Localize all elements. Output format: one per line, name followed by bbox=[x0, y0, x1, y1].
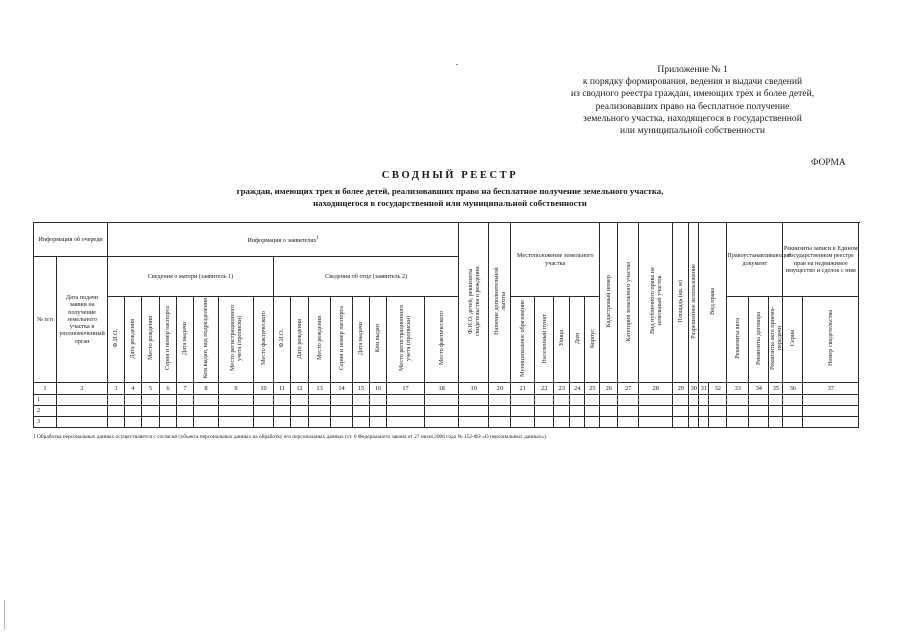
table-cell bbox=[219, 406, 254, 417]
column-number-cell: 5 bbox=[142, 383, 160, 395]
title-doc-group-header: Правоустанавливающий документ bbox=[727, 223, 783, 297]
table-cell bbox=[459, 417, 489, 428]
table-cell bbox=[535, 406, 554, 417]
column-number-cell: 33 bbox=[727, 383, 749, 395]
table-cell bbox=[489, 417, 511, 428]
location-col-label: Дом bbox=[573, 332, 581, 344]
location-col-label: Улица bbox=[558, 330, 566, 347]
column-number-cell: 20 bbox=[489, 383, 511, 395]
appendix-line: земельного участка, находящегося в государственной bbox=[583, 112, 802, 124]
table-cell bbox=[274, 395, 291, 406]
location-group-header: Местоположение земельного участка bbox=[511, 223, 600, 297]
appendix-line: к порядку формирования, ведения и выдачи сведений bbox=[582, 76, 803, 88]
table-cell bbox=[803, 417, 859, 428]
column-number-cell: 16 bbox=[370, 383, 387, 395]
table-cell bbox=[727, 406, 749, 417]
table-cell bbox=[291, 406, 309, 417]
table-cell bbox=[425, 406, 459, 417]
app-date-header: Дата подачи заявки на получение земельного участка в уполномоченный орган bbox=[57, 257, 108, 383]
table-cell bbox=[387, 417, 425, 428]
document-title: СВОДНЫЙ РЕЕСТР bbox=[381, 170, 519, 181]
table-cell bbox=[194, 417, 219, 428]
mother-col-label: Место фактического bbox=[259, 311, 267, 366]
table-cell bbox=[309, 395, 331, 406]
table-cell bbox=[177, 395, 194, 406]
appendix-block bbox=[520, 64, 865, 137]
right-type-header bbox=[639, 223, 673, 383]
table-cell bbox=[535, 395, 554, 406]
table-cell bbox=[803, 406, 859, 417]
applicants-info-label: Информация о заявителях bbox=[247, 236, 317, 244]
table-row bbox=[34, 395, 859, 406]
mother-col-header bbox=[219, 297, 254, 383]
appendix-line: реализовавших право на бесплатное получение bbox=[595, 100, 790, 112]
table-cell bbox=[177, 406, 194, 417]
table-cell bbox=[489, 406, 511, 417]
table-cell bbox=[142, 417, 160, 428]
table-cell bbox=[309, 406, 331, 417]
table-cell bbox=[783, 406, 803, 417]
table-cell bbox=[194, 395, 219, 406]
table-cell bbox=[353, 395, 370, 406]
footnote-mark: 1 bbox=[316, 234, 319, 241]
register-table bbox=[33, 222, 859, 428]
table-cell bbox=[600, 406, 618, 417]
column-number-cell: 36 bbox=[783, 383, 803, 395]
table-cell bbox=[749, 406, 769, 417]
table-cell bbox=[353, 406, 370, 417]
egrp-col-label: Серия bbox=[789, 330, 797, 347]
column-number-cell: 29 bbox=[673, 383, 689, 395]
table-cell bbox=[554, 417, 570, 428]
father-col-label: Место рождения bbox=[315, 316, 323, 361]
column-number-cell: 25 bbox=[585, 383, 600, 395]
land-category-label: Категория земельного участка bbox=[624, 261, 632, 342]
table-cell bbox=[727, 417, 749, 428]
location-col-header bbox=[570, 297, 585, 383]
table-cell bbox=[727, 395, 749, 406]
table-cell bbox=[639, 406, 673, 417]
table-cell bbox=[673, 406, 689, 417]
table-cell bbox=[689, 395, 699, 406]
table-cell bbox=[291, 417, 309, 428]
table-cell bbox=[769, 417, 783, 428]
table-cell bbox=[57, 417, 108, 428]
appendix-line: из сводного реестра граждан, имеющих трех и более детей, bbox=[570, 88, 815, 100]
location-col-header bbox=[535, 297, 554, 383]
location-col-header bbox=[511, 297, 535, 383]
table-cell bbox=[554, 406, 570, 417]
table-cell bbox=[570, 406, 585, 417]
mother-col-label: Дата выдачи bbox=[181, 321, 189, 355]
table-cell bbox=[219, 417, 254, 428]
table-cell bbox=[554, 395, 570, 406]
father-col-label: Ф.И.О. bbox=[278, 329, 286, 348]
table-cell bbox=[699, 406, 709, 417]
column-number-cell: 14 bbox=[331, 383, 353, 395]
permitted-use-header bbox=[689, 223, 699, 383]
column-number-cell: 15 bbox=[353, 383, 370, 395]
father-col-header bbox=[291, 297, 309, 383]
appendix-line: Приложение № 1 bbox=[657, 64, 728, 75]
column-number-cell: 26 bbox=[600, 383, 618, 395]
father-group-header: Сведения об отце (заявитель 2) bbox=[274, 257, 459, 297]
table-cell bbox=[177, 417, 194, 428]
father-col-label: Место фактического bbox=[438, 311, 446, 366]
column-number-cell: 23 bbox=[554, 383, 570, 395]
table-cell bbox=[689, 417, 699, 428]
table-cell bbox=[699, 417, 709, 428]
table-cell bbox=[600, 395, 618, 406]
location-col-header bbox=[554, 297, 570, 383]
column-number-cell: 35 bbox=[769, 383, 783, 395]
location-col-label: Муниципальное образование bbox=[519, 299, 527, 377]
area-header bbox=[673, 223, 689, 383]
mother-col-label: Серия и номер паспорта bbox=[164, 306, 172, 371]
column-number-cell: 37 bbox=[803, 383, 859, 395]
mother-col-header bbox=[125, 297, 142, 383]
father-col-label: Место регистрационного учета (прописки) bbox=[398, 305, 413, 372]
table-cell bbox=[331, 417, 353, 428]
table-cell bbox=[425, 417, 459, 428]
table-cell bbox=[108, 395, 125, 406]
column-number-cell: 21 bbox=[511, 383, 535, 395]
table-cell bbox=[254, 395, 274, 406]
land-category-header bbox=[618, 223, 639, 383]
table-cell bbox=[57, 406, 108, 417]
table-cell bbox=[108, 406, 125, 417]
egrp-col-header bbox=[803, 297, 859, 383]
column-number-cell: 6 bbox=[160, 383, 177, 395]
table-cell bbox=[585, 417, 600, 428]
appendix-line: или муниципальной собственности bbox=[620, 125, 765, 137]
column-number-cell: 34 bbox=[749, 383, 769, 395]
father-col-label: Дата рождения bbox=[295, 318, 303, 359]
location-col-label: Населенный пункт bbox=[540, 313, 548, 364]
footnote: 1 Обработка персональных данных осуществляется с согласия субъекта персональных данных на обработку его персональных данных (ст. 6 Федерального закона от 27 июля 2006 года № 152-ФЗ «О персональных данных»). bbox=[33, 434, 548, 440]
table-cell bbox=[219, 395, 254, 406]
table-cell bbox=[331, 395, 353, 406]
title-doc-col-label: Реквизиты акта приема-передачи bbox=[769, 306, 784, 371]
column-number-cell: 30 bbox=[689, 383, 699, 395]
table-cell bbox=[618, 417, 639, 428]
table-cell bbox=[459, 406, 489, 417]
location-col-header bbox=[585, 297, 600, 383]
egrp-group-header: Реквизиты записи в Едином государственном реестре прав на недвижимое имущество и сделок с ним bbox=[783, 223, 859, 297]
column-number-cell: 13 bbox=[309, 383, 331, 395]
table-cell bbox=[370, 417, 387, 428]
egrp-col-header bbox=[783, 297, 803, 383]
right-kind-header bbox=[699, 223, 727, 383]
table-cell bbox=[125, 417, 142, 428]
mother-col-header bbox=[142, 297, 160, 383]
form-label: ФОРМА bbox=[811, 158, 846, 168]
father-col-header bbox=[331, 297, 353, 383]
table-cell bbox=[370, 406, 387, 417]
column-number-cell: 2 bbox=[57, 383, 108, 395]
table-cell bbox=[57, 395, 108, 406]
column-number-cell: 31 bbox=[699, 383, 709, 395]
table-cell bbox=[459, 395, 489, 406]
table-cell bbox=[699, 395, 709, 406]
table-cell bbox=[639, 395, 673, 406]
table-cell bbox=[274, 406, 291, 417]
column-number-cell: 19 bbox=[459, 383, 489, 395]
father-col-header bbox=[274, 297, 291, 383]
column-number-cell: 9 bbox=[219, 383, 254, 395]
table-cell bbox=[331, 406, 353, 417]
mother-col-label: Ф.И.О. bbox=[112, 329, 120, 348]
row-number-cell: 3 bbox=[34, 417, 57, 428]
father-col-header bbox=[309, 297, 331, 383]
column-number-cell: 11 bbox=[274, 383, 291, 395]
column-number-cell: 1 bbox=[34, 383, 57, 395]
location-col-label: Корпус bbox=[588, 328, 596, 348]
father-col-label: Серия и номер паспорта bbox=[337, 306, 345, 371]
table-cell bbox=[108, 417, 125, 428]
mother-col-label: Кем выдан, код подразделения bbox=[202, 298, 210, 379]
table-cell bbox=[425, 395, 459, 406]
table-cell bbox=[769, 395, 783, 406]
mother-col-header bbox=[177, 297, 194, 383]
table-cell bbox=[709, 417, 727, 428]
mother-col-header bbox=[194, 297, 219, 383]
table-cell bbox=[254, 406, 274, 417]
children-label: Ф.И.О. детей, реквизиты свидетельства о рождении bbox=[466, 266, 481, 337]
table-cell bbox=[194, 406, 219, 417]
title-doc-col-header bbox=[727, 297, 749, 383]
mother-col-label: Место регистрационного учета (прописки) bbox=[228, 305, 244, 372]
column-number-cell: 27 bbox=[618, 383, 639, 395]
egrp-col-label: Номер свидетельства bbox=[827, 310, 835, 367]
father-col-header bbox=[387, 297, 425, 383]
table-cell bbox=[570, 417, 585, 428]
title-doc-col-label: Реквизиты договора bbox=[755, 311, 763, 365]
table-cell bbox=[489, 395, 511, 406]
father-col-label: Кем выдан bbox=[374, 324, 382, 353]
table-cell bbox=[783, 417, 803, 428]
column-number-row bbox=[34, 383, 859, 395]
table-cell bbox=[387, 406, 425, 417]
table-cell bbox=[783, 395, 803, 406]
mother-col-header bbox=[254, 297, 274, 383]
father-col-label: Дата выдачи bbox=[357, 321, 365, 355]
table-row bbox=[34, 417, 859, 428]
table-cell bbox=[274, 417, 291, 428]
column-number-cell: 3 bbox=[108, 383, 125, 395]
table-cell bbox=[709, 406, 727, 417]
column-number-cell: 28 bbox=[639, 383, 673, 395]
table-cell bbox=[511, 406, 535, 417]
table-cell bbox=[600, 417, 618, 428]
mother-col-header bbox=[160, 297, 177, 383]
mother-col-label: Дата рождения bbox=[129, 318, 137, 359]
table-cell bbox=[511, 417, 535, 428]
benefits-header bbox=[489, 223, 511, 383]
table-cell bbox=[160, 395, 177, 406]
cadastral-header bbox=[600, 223, 618, 383]
area-label: Площадь (кв. м) bbox=[677, 280, 685, 323]
column-number-cell: 18 bbox=[425, 383, 459, 395]
table-cell bbox=[570, 395, 585, 406]
title-doc-col-header bbox=[769, 297, 783, 383]
queue-info-header: Информация об очереди bbox=[34, 223, 108, 257]
column-number-cell: 10 bbox=[254, 383, 274, 395]
column-number-cell: 8 bbox=[194, 383, 219, 395]
scan-edge-mark bbox=[4, 600, 5, 630]
column-number-cell: 22 bbox=[535, 383, 554, 395]
table-cell bbox=[769, 406, 783, 417]
table-cell bbox=[585, 406, 600, 417]
row-num-header: № п/п bbox=[34, 257, 57, 383]
table-cell bbox=[142, 395, 160, 406]
table-cell bbox=[353, 417, 370, 428]
column-number-cell: 32 bbox=[709, 383, 727, 395]
permitted-use-label: Разрешенное использование bbox=[690, 263, 698, 339]
table-cell bbox=[160, 406, 177, 417]
table-cell bbox=[125, 406, 142, 417]
table-cell bbox=[673, 417, 689, 428]
cadastral-label: Кадастровый номер bbox=[605, 275, 613, 328]
column-number-cell: 7 bbox=[177, 383, 194, 395]
document-subtitle-line: граждан, имеющих трех и более детей, реализовавших право на бесплатное получение земельного участка, bbox=[236, 186, 664, 196]
table-cell bbox=[618, 395, 639, 406]
title-doc-col-label: Реквизиты акта bbox=[734, 318, 742, 359]
table-cell bbox=[749, 395, 769, 406]
column-number-cell: 24 bbox=[570, 383, 585, 395]
table-cell bbox=[511, 395, 535, 406]
right-kind-label: Вид права bbox=[709, 287, 717, 315]
father-col-header bbox=[370, 297, 387, 383]
table-cell bbox=[585, 395, 600, 406]
title-doc-col-header bbox=[749, 297, 769, 383]
table-cell bbox=[689, 406, 699, 417]
table-cell bbox=[370, 395, 387, 406]
table-row bbox=[34, 406, 859, 417]
table-cell bbox=[291, 395, 309, 406]
benefits-label: Наличие дополнительной льготы bbox=[492, 267, 507, 336]
table-cell bbox=[254, 417, 274, 428]
column-number-cell: 12 bbox=[291, 383, 309, 395]
table-cell bbox=[142, 406, 160, 417]
column-number-cell: 17 bbox=[387, 383, 425, 395]
applicants-info-header bbox=[108, 223, 459, 257]
mother-col-header bbox=[108, 297, 125, 383]
table-cell bbox=[639, 417, 673, 428]
mother-col-label: Место рождения bbox=[146, 316, 154, 361]
mother-group-header: Сведения о матери (заявитель 1) bbox=[108, 257, 274, 297]
table-cell bbox=[618, 406, 639, 417]
table-cell bbox=[803, 395, 859, 406]
row-number-cell: 1 bbox=[34, 395, 57, 406]
father-col-header bbox=[425, 297, 459, 383]
table-cell bbox=[749, 417, 769, 428]
column-number-cell: 4 bbox=[125, 383, 142, 395]
table-cell bbox=[309, 417, 331, 428]
document-subtitle-line: находящегося в государственной или муниципальной собственности bbox=[313, 198, 587, 208]
table-cell bbox=[125, 395, 142, 406]
children-header bbox=[459, 223, 489, 383]
table-cell bbox=[673, 395, 689, 406]
scan-speck bbox=[456, 64, 458, 65]
row-number-cell: 2 bbox=[34, 406, 57, 417]
table-cell bbox=[387, 395, 425, 406]
right-type-label: Вид публичного права на земельный участок bbox=[648, 268, 663, 335]
table-cell bbox=[709, 395, 727, 406]
table-cell bbox=[160, 417, 177, 428]
father-col-header bbox=[353, 297, 370, 383]
table-cell bbox=[535, 417, 554, 428]
